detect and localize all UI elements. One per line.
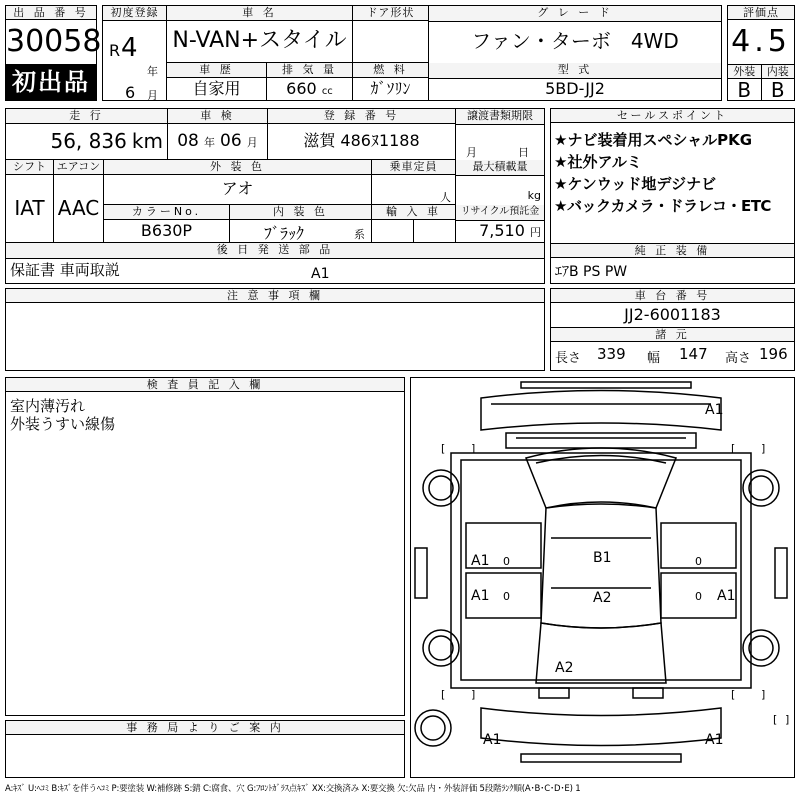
interior-grade: B	[770, 78, 785, 102]
mileage: 56, 836	[50, 129, 127, 153]
fuel: ｶﾞｿﾘﾝ	[353, 78, 429, 101]
notes-label: 注 意 事 項 欄	[6, 289, 544, 303]
score-label: 評価点	[728, 6, 794, 20]
inspector-line-2: 外装うすい線傷	[10, 415, 116, 433]
grade-labels	[728, 65, 794, 79]
grade: ファン・ターボ 4WD	[471, 29, 679, 53]
exterior-grade: B	[728, 79, 762, 101]
bracket-4: ]	[761, 442, 766, 455]
width: 147	[679, 345, 708, 363]
inspection-box	[168, 124, 268, 160]
year-unit: 年	[147, 65, 158, 78]
vehicle-header	[102, 5, 722, 101]
spec-label: 諸 元	[551, 328, 794, 342]
bracket-10: ]	[785, 713, 790, 726]
mark-rear-bumper-left: A1	[483, 732, 502, 748]
mark-left-front-door: A1	[471, 553, 490, 569]
sales-label: セールスポイント	[551, 109, 794, 123]
plate-label: 登 録 番 号	[268, 109, 456, 124]
mark-roof: A1	[705, 402, 724, 418]
displacement: 660	[286, 79, 317, 98]
ext-color-label: 外 装 色	[104, 160, 372, 175]
sales-point-2: ★社外アルミ	[554, 153, 642, 171]
ac-box	[54, 175, 104, 243]
mark-rear-window: A2	[555, 660, 574, 676]
transfer-day-unit: 日	[518, 146, 529, 159]
equip: ｴｱB PS PW	[555, 264, 628, 280]
recycle-label: リサイクル預託金	[456, 205, 544, 221]
sales-point-1: ★ナビ装着用スペシャルPKG	[554, 131, 753, 149]
mark-left-rear-door: A1	[471, 588, 490, 604]
inspector-box	[5, 377, 405, 716]
int-color-box	[230, 220, 372, 243]
zero-2: 0	[503, 590, 510, 603]
era: R	[109, 41, 121, 60]
load-box	[456, 175, 544, 206]
later: 保証書 車両取説	[10, 261, 120, 279]
grade-box	[429, 21, 721, 64]
inspector-label: 検 査 員 記 入 欄	[6, 378, 404, 392]
notes-box	[5, 288, 545, 371]
mark-roof-center: B1	[593, 550, 612, 566]
chassis-box	[550, 288, 795, 371]
interior-label: 内装	[762, 65, 795, 78]
capacity-label: 乗車定員	[372, 160, 456, 175]
inspection-year: 08	[177, 131, 199, 151]
office-label: 事 務 局 よ り ご 案 内	[6, 721, 404, 735]
transfer-box	[456, 124, 544, 161]
chassis: JJ2-6001183	[551, 303, 794, 328]
sales-box	[550, 108, 795, 284]
equip-label: 純 正 装 備	[551, 243, 794, 258]
recycle-unit: 円	[530, 226, 541, 239]
reg-month: 6	[125, 83, 136, 102]
bracket-8: ]	[761, 688, 766, 701]
transfer-label: 譲渡書類期限	[456, 109, 544, 125]
score-box	[727, 5, 795, 101]
bracket-3: [	[731, 442, 736, 455]
grade-values	[728, 79, 794, 101]
inspection-label: 車 検	[168, 109, 268, 124]
month-unit: 月	[147, 89, 158, 102]
import-label: 輸 入 車	[372, 205, 456, 220]
mark-rear-bumper-right: A1	[705, 732, 724, 748]
ext-color: アオ	[104, 175, 372, 205]
reg-year: 4	[121, 33, 138, 63]
model: 5BD-JJ2	[545, 79, 605, 98]
lot-number: 30058	[6, 24, 102, 59]
bracket-7: [	[731, 688, 736, 701]
capacity-box	[372, 175, 456, 205]
mileage-unit: km	[131, 129, 163, 153]
height-label: 高さ	[725, 351, 752, 366]
zero-1: 0	[503, 555, 510, 568]
first-listing-badge: 初出品	[6, 64, 96, 100]
int-color-label: 内 装 色	[230, 205, 372, 220]
lot-label: 出 品 番 号	[6, 6, 96, 20]
inspector-line-1: 室内薄汚れ	[10, 397, 86, 415]
shift: IAT	[14, 196, 45, 220]
score: 4.5	[728, 20, 794, 65]
door-box	[353, 21, 429, 63]
load-label: 最大積載量	[456, 160, 544, 176]
zero-3: 0	[695, 555, 702, 568]
mark-spare: A1	[311, 266, 330, 282]
first-reg-box	[103, 21, 167, 101]
lot-box	[5, 5, 102, 101]
import-box-a	[372, 220, 414, 243]
zero-4: 0	[695, 590, 702, 603]
color-no: B630P	[104, 220, 230, 243]
chassis-label: 車 台 番 号	[551, 289, 794, 303]
history: 自家用	[167, 78, 267, 101]
bracket-2: ]	[471, 442, 476, 455]
bracket-1: [	[441, 442, 446, 455]
ac-label: エアコン	[54, 160, 104, 175]
car-name: N-VAN+スタイル	[172, 28, 347, 53]
int-color-unit: 系	[354, 228, 365, 241]
later-label: 後 日 発 送 部 品	[6, 243, 544, 259]
width-label: 幅	[647, 351, 661, 366]
displacement-label: 排 気 量	[267, 63, 353, 78]
displacement-box	[267, 78, 353, 101]
fuel-label: 燃 料	[353, 63, 429, 78]
vehicle-detail	[5, 108, 545, 284]
mark-cabin-rear: A2	[593, 590, 612, 606]
history-label: 車 歴	[167, 63, 267, 78]
grade-label: グ レ ー ド	[429, 6, 721, 22]
door-label: ドア形状	[353, 6, 429, 21]
transfer-month-unit: 月	[466, 146, 477, 159]
inspection-month-unit: 月	[246, 136, 258, 149]
mileage-label: 走 行	[6, 109, 168, 124]
recycle: 7,510	[479, 221, 525, 240]
model-label: 型 式	[429, 63, 721, 79]
capacity-unit: 人	[440, 191, 451, 204]
office-box	[5, 720, 405, 778]
inspection-month: 06	[220, 131, 242, 151]
shift-label: シフト	[6, 160, 54, 175]
plate: 滋賀 486ﾇ1188	[268, 124, 456, 160]
shift-box	[6, 175, 54, 243]
color-no-label: カラーNo.	[104, 205, 230, 220]
length-label: 長さ	[555, 351, 582, 366]
legend: A:ｷｽﾞ U:ﾍｺﾐ B:ｷｽﾞを伴うﾍｺﾐ P:要塗装 W:補修跡 S:錆 C:腐食、穴 G:ﾌﾛﾝﾄｶﾞﾗｽ点ｷｽﾞ XX:交換済み X:要交換 欠:欠品 内・外装評価 5段階ﾗﾝｸ順(A･B･C･D･E) 1	[5, 784, 581, 794]
exterior-label: 外装	[728, 65, 762, 78]
bracket-5: [	[441, 688, 446, 701]
car-name-box	[167, 21, 353, 63]
car-name-label: 車 名	[167, 6, 353, 21]
bracket-6: ]	[471, 688, 476, 701]
height: 196	[759, 345, 788, 363]
mark-right-rear-door: A1	[717, 588, 736, 604]
ac: AAC	[57, 196, 100, 220]
recycle-box	[456, 220, 544, 243]
first-reg-label: 初度登録	[103, 6, 167, 21]
sales-point-4: ★バックカメラ・ドラレコ・ETC	[554, 197, 771, 215]
displacement-unit: cc	[321, 86, 333, 97]
import-box-b	[414, 220, 456, 243]
spec-row	[551, 342, 794, 368]
inspection-year-unit: 年	[203, 136, 215, 149]
sales-point-3: ★ケンウッド地デジナビ	[554, 175, 717, 193]
load-unit: kg	[527, 189, 541, 202]
int-color: ﾌﾞﾗｯｸ	[264, 224, 305, 243]
bracket-9: [	[773, 713, 778, 726]
length: 339	[597, 345, 626, 363]
mileage-box	[6, 124, 168, 160]
